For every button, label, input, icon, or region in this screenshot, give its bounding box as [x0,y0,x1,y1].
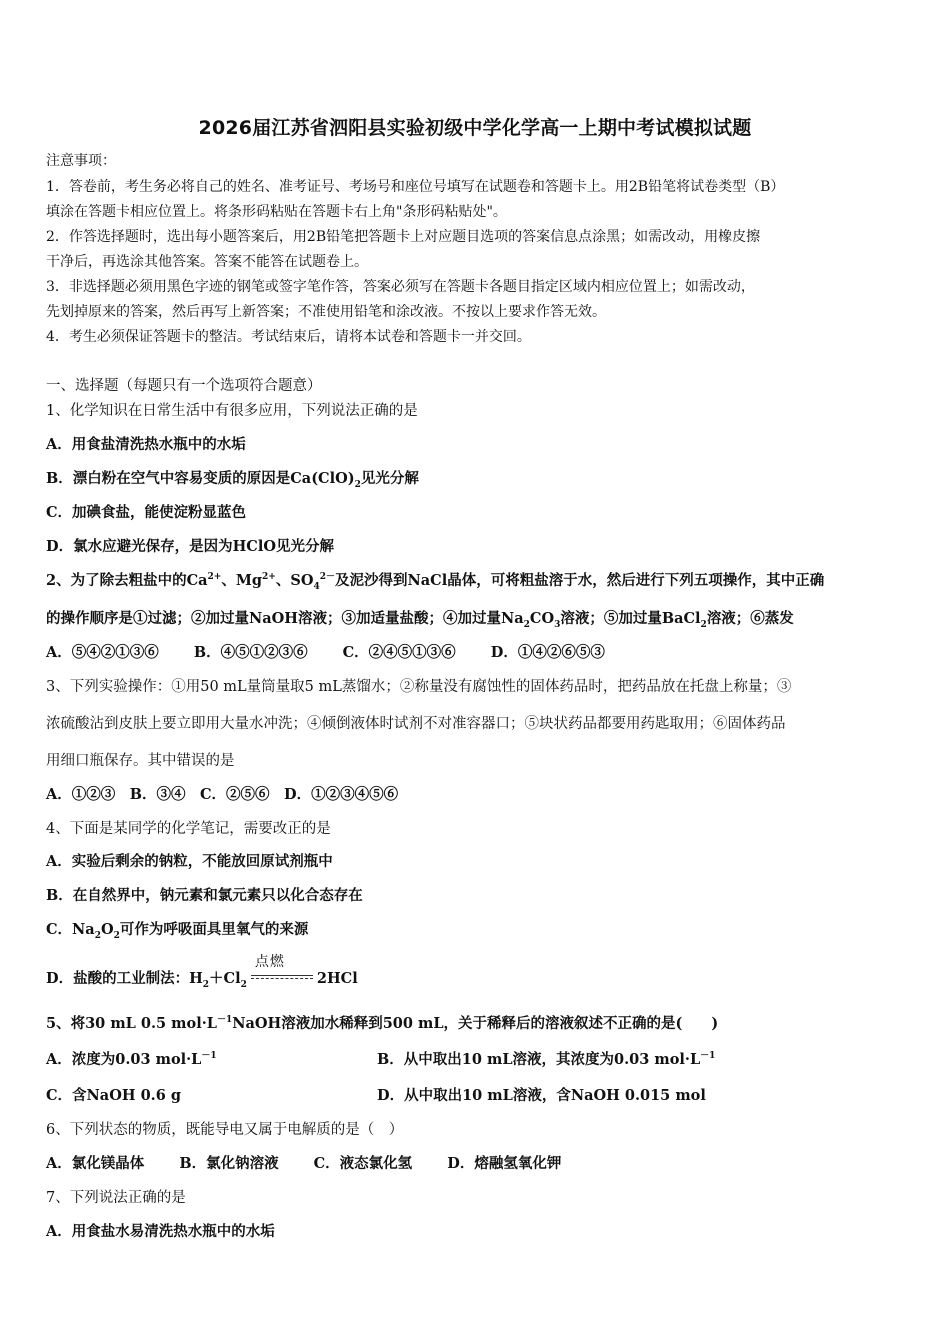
question-6-option: D．熔融氢氧化钾 [447,1155,562,1172]
question-1-stem: 1、化学知识在日常生活中有很多应用，下列说法正确的是 [46,403,418,419]
notice-line: 先划掉原来的答案，然后再写上新答案；不准使用铅笔和涂改液。不按以上要求作答无效。 [46,304,606,320]
section-heading: 一、选择题（每题只有一个选项符合题意） [46,378,322,394]
notice-line: 2．作答选择题时，选出每小题答案后，用2B铅笔把答题卡上对应题目选项的答案信息点涂黑；如需改动，用橡皮擦 [46,229,761,245]
question-3-stem-line-1: 3、下列实验操作：①用50 mL量筒量取5 mL蒸馏水；②称量没有腐蚀性的固体药品时，把药品放在托盘上称量；③ [46,679,792,695]
question-2-stem-line-2: 的操作顺序是①过滤；②加过量NaOH溶液；③加适量盐酸；④加过量$Na_2CO_3$溶液；⑤加过量BaCl$_2$溶液；⑥蒸发 [46,610,794,630]
question-5-option-c: C．含NaOH 0.6 g [46,1087,181,1104]
reaction-condition-arrow [251,954,313,985]
question-2-options [46,644,635,662]
question-6-option: C．液态氯化氢 [313,1155,413,1172]
question-5-option-b: B．从中取出10 mL溶液，其浓度为0.03 $mol\cdot L^{-1}$ [377,1051,716,1068]
question-7-option-a: A．用食盐水易清洗热水瓶中的水垢 [46,1223,275,1240]
question-3-stem-line-2: 浓硫酸沾到皮肤上要立即用大量水冲洗；④倾倒液体时试剂不对准容器口；⑤块状药品都要用药匙取用；⑥固体药品 [46,716,786,732]
notice-line: 1．答卷前，考生务必将自己的姓名、准考证号、考场号和座位号填写在试题卷和答题卡上。用2B铅笔将试卷类型（B） [46,179,785,195]
reaction-condition-label: 点燃 [254,954,285,970]
question-4-option-c: C．$Na_2O_2$可作为呼吸面具里氧气的来源 [46,921,309,941]
question-2-stem-line-1: 2、为了除去粗盐中的$Ca^{2+}$、$Mg^{2+}$、$SO_4^{2-}$及泥沙得到NaCl晶体，可将粗盐溶于水，然后进行下列五项操作，其中正确 [46,572,825,592]
question-5-stem: 5、将30 mL 0.5 $mol\cdot L^{-1}NaOH$溶液加水稀释到500 mL，关于稀释后的溶液叙述不正确的是( ) [46,1015,719,1032]
notice-line: 填涂在答题卡相应位置上。将条形码粘贴在答题卡右上角"条形码粘贴处"。 [46,204,507,220]
question-4-option-d: D．盐酸的工业制法：$H_2+Cl_2$ 点燃 2HCl [46,954,358,990]
question-3-options: A．①②③ B．③④ C．②⑤⑥ D．①②③④⑤⑥ [46,786,399,803]
question-1-option-c: C．加碘食盐，能使淀粉显蓝色 [46,504,247,521]
question-4-stem: 4、下面是某同学的化学笔记，需要改正的是 [46,821,331,837]
question-1-option-b: B．漂白粉在空气中容易变质的原因是$Ca(ClO)_2$见光分解 [46,470,419,490]
question-6-option: A．氯化镁晶体 [46,1155,145,1172]
question-3-stem-line-3: 用细口瓶保存。其中错误的是 [46,753,235,769]
question-2-option: C．②④⑤①③⑥ [342,644,456,661]
notice-heading: 注意事项： [46,153,116,169]
question-6-option: B．氯化钠溶液 [179,1155,279,1172]
question-2-option: B．④⑤①②③⑥ [193,644,308,661]
question-6-stem: 6、下列状态的物质，既能导电又属于电解质的是（ ） [46,1122,404,1138]
notice-line: 3．非选择题必须用黑色字迹的钢笔或签字笔作答，答案必须写在答题卡各题目指定区域内相应位置上；如需改动， [46,279,755,295]
question-5-option-d: D．从中取出10 mL溶液，含NaOH 0.015 mol [377,1087,706,1104]
notice-line: 干净后，再选涂其他答案。答案不能答在试题卷上。 [46,254,368,270]
question-2-option: D．①④②⑥⑤③ [490,644,605,661]
notice-line: 4．考生必须保证答题卡的整洁。考试结束后，请将本试卷和答题卡一并交回。 [46,329,531,345]
question-2-option: A．⑤④②①③⑥ [46,644,159,661]
page-title: 2026届江苏省泗阳县实验初级中学化学高一上期中考试模拟试题 [198,117,752,139]
question-4-option-b: B．在自然界中，钠元素和氯元素只以化合态存在 [46,887,363,904]
question-7-stem: 7、下列说法正确的是 [46,1190,186,1206]
question-6-options [46,1155,591,1173]
question-4-option-a: A．实验后剩余的钠粒，不能放回原试剂瓶中 [46,853,333,870]
question-1-option-a: A．用食盐清洗热水瓶中的水垢 [46,436,246,453]
question-1-option-d: D．氯水应避光保存，是因为HClO见光分解 [46,538,334,555]
question-5-option-a: A．浓度为0.03 $mol\cdot L^{-1}$ [46,1051,217,1068]
